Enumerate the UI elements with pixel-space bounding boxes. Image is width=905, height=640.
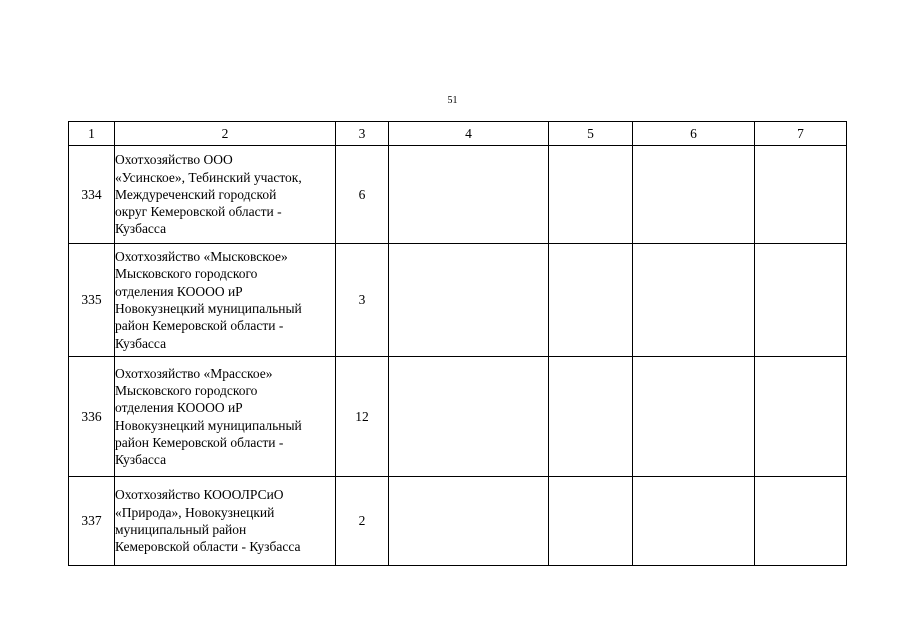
name-line: «Усинское», Тебинский участок,: [115, 169, 302, 185]
row-number: 336: [69, 357, 115, 477]
name-line: муниципальный район: [115, 522, 247, 537]
col-7-value: [755, 244, 847, 357]
name-line: Кемеровской области - Кузбасса: [115, 539, 301, 555]
table-row: [69, 146, 847, 244]
col-6-value: [633, 146, 755, 244]
col-4-value: [389, 357, 549, 477]
header-col-3: 3: [336, 122, 389, 146]
name-line: Охотхозяйство «Мрасское»: [115, 365, 273, 381]
name-line: «Природа», Новокузнецкий: [115, 504, 275, 520]
hunting-ground-name: [115, 477, 336, 566]
hunting-ground-name: [115, 244, 336, 357]
header-col-4: 4: [389, 122, 549, 146]
col-5-value: [549, 357, 633, 477]
name-line: Мысковского городского: [115, 382, 258, 398]
hunting-ground-name: [115, 357, 336, 477]
header-col-1: 1: [69, 122, 115, 146]
name-line: Новокузнецкий муниципальный: [115, 417, 302, 433]
col-5-value: [549, 477, 633, 566]
table-row: [69, 244, 847, 357]
name-line: отделения КОООО иР: [115, 283, 243, 299]
name-line: Кузбасса: [115, 452, 167, 468]
col-4-value: [389, 146, 549, 244]
col-4-value: [389, 477, 549, 566]
col-5-value: [549, 146, 633, 244]
name-line: Кузбасса: [115, 335, 167, 351]
col-7-value: [755, 357, 847, 477]
name-line: Кузбасса: [115, 221, 167, 237]
col-7-value: [755, 146, 847, 244]
name-line: район Кемеровской области -: [115, 318, 284, 334]
col-4-value: [389, 244, 549, 357]
header-col-6: 6: [633, 122, 755, 146]
data-table: [68, 121, 847, 566]
row-number: 334: [69, 146, 115, 244]
col-5-value: [549, 244, 633, 357]
col-6-value: [633, 357, 755, 477]
name-line: отделения КОООО иР: [115, 400, 243, 416]
hunting-ground-name: [115, 146, 336, 244]
page-number: 51: [447, 95, 458, 106]
name-line: район Кемеровской области -: [115, 434, 284, 450]
header-row: [69, 122, 847, 146]
col-3-value: 2: [336, 477, 389, 566]
col-6-value: [633, 477, 755, 566]
table-row: [69, 357, 847, 477]
col-6-value: [633, 244, 755, 357]
name-line: округ Кемеровской области -: [115, 204, 282, 220]
name-line: Мысковского городского: [115, 266, 258, 282]
header-col-7: 7: [755, 122, 847, 146]
name-line: Охотхозяйство «Мысковское»: [115, 249, 288, 265]
name-line: Междуреченский городской: [115, 186, 277, 202]
col-3-value: 3: [336, 244, 389, 357]
col-3-value: 6: [336, 146, 389, 244]
name-line: Новокузнецкий муниципальный: [115, 301, 302, 316]
row-number: 335: [69, 244, 115, 357]
col-7-value: [755, 477, 847, 566]
col-3-value: 12: [336, 357, 389, 477]
row-number: 337: [69, 477, 115, 566]
name-line: Охотхозяйство ООО: [115, 152, 233, 168]
table-row: [69, 477, 847, 566]
header-col-2: 2: [115, 122, 336, 146]
name-line: Охотхозяйство КОООЛРСиО: [115, 487, 284, 503]
header-col-5: 5: [549, 122, 633, 146]
